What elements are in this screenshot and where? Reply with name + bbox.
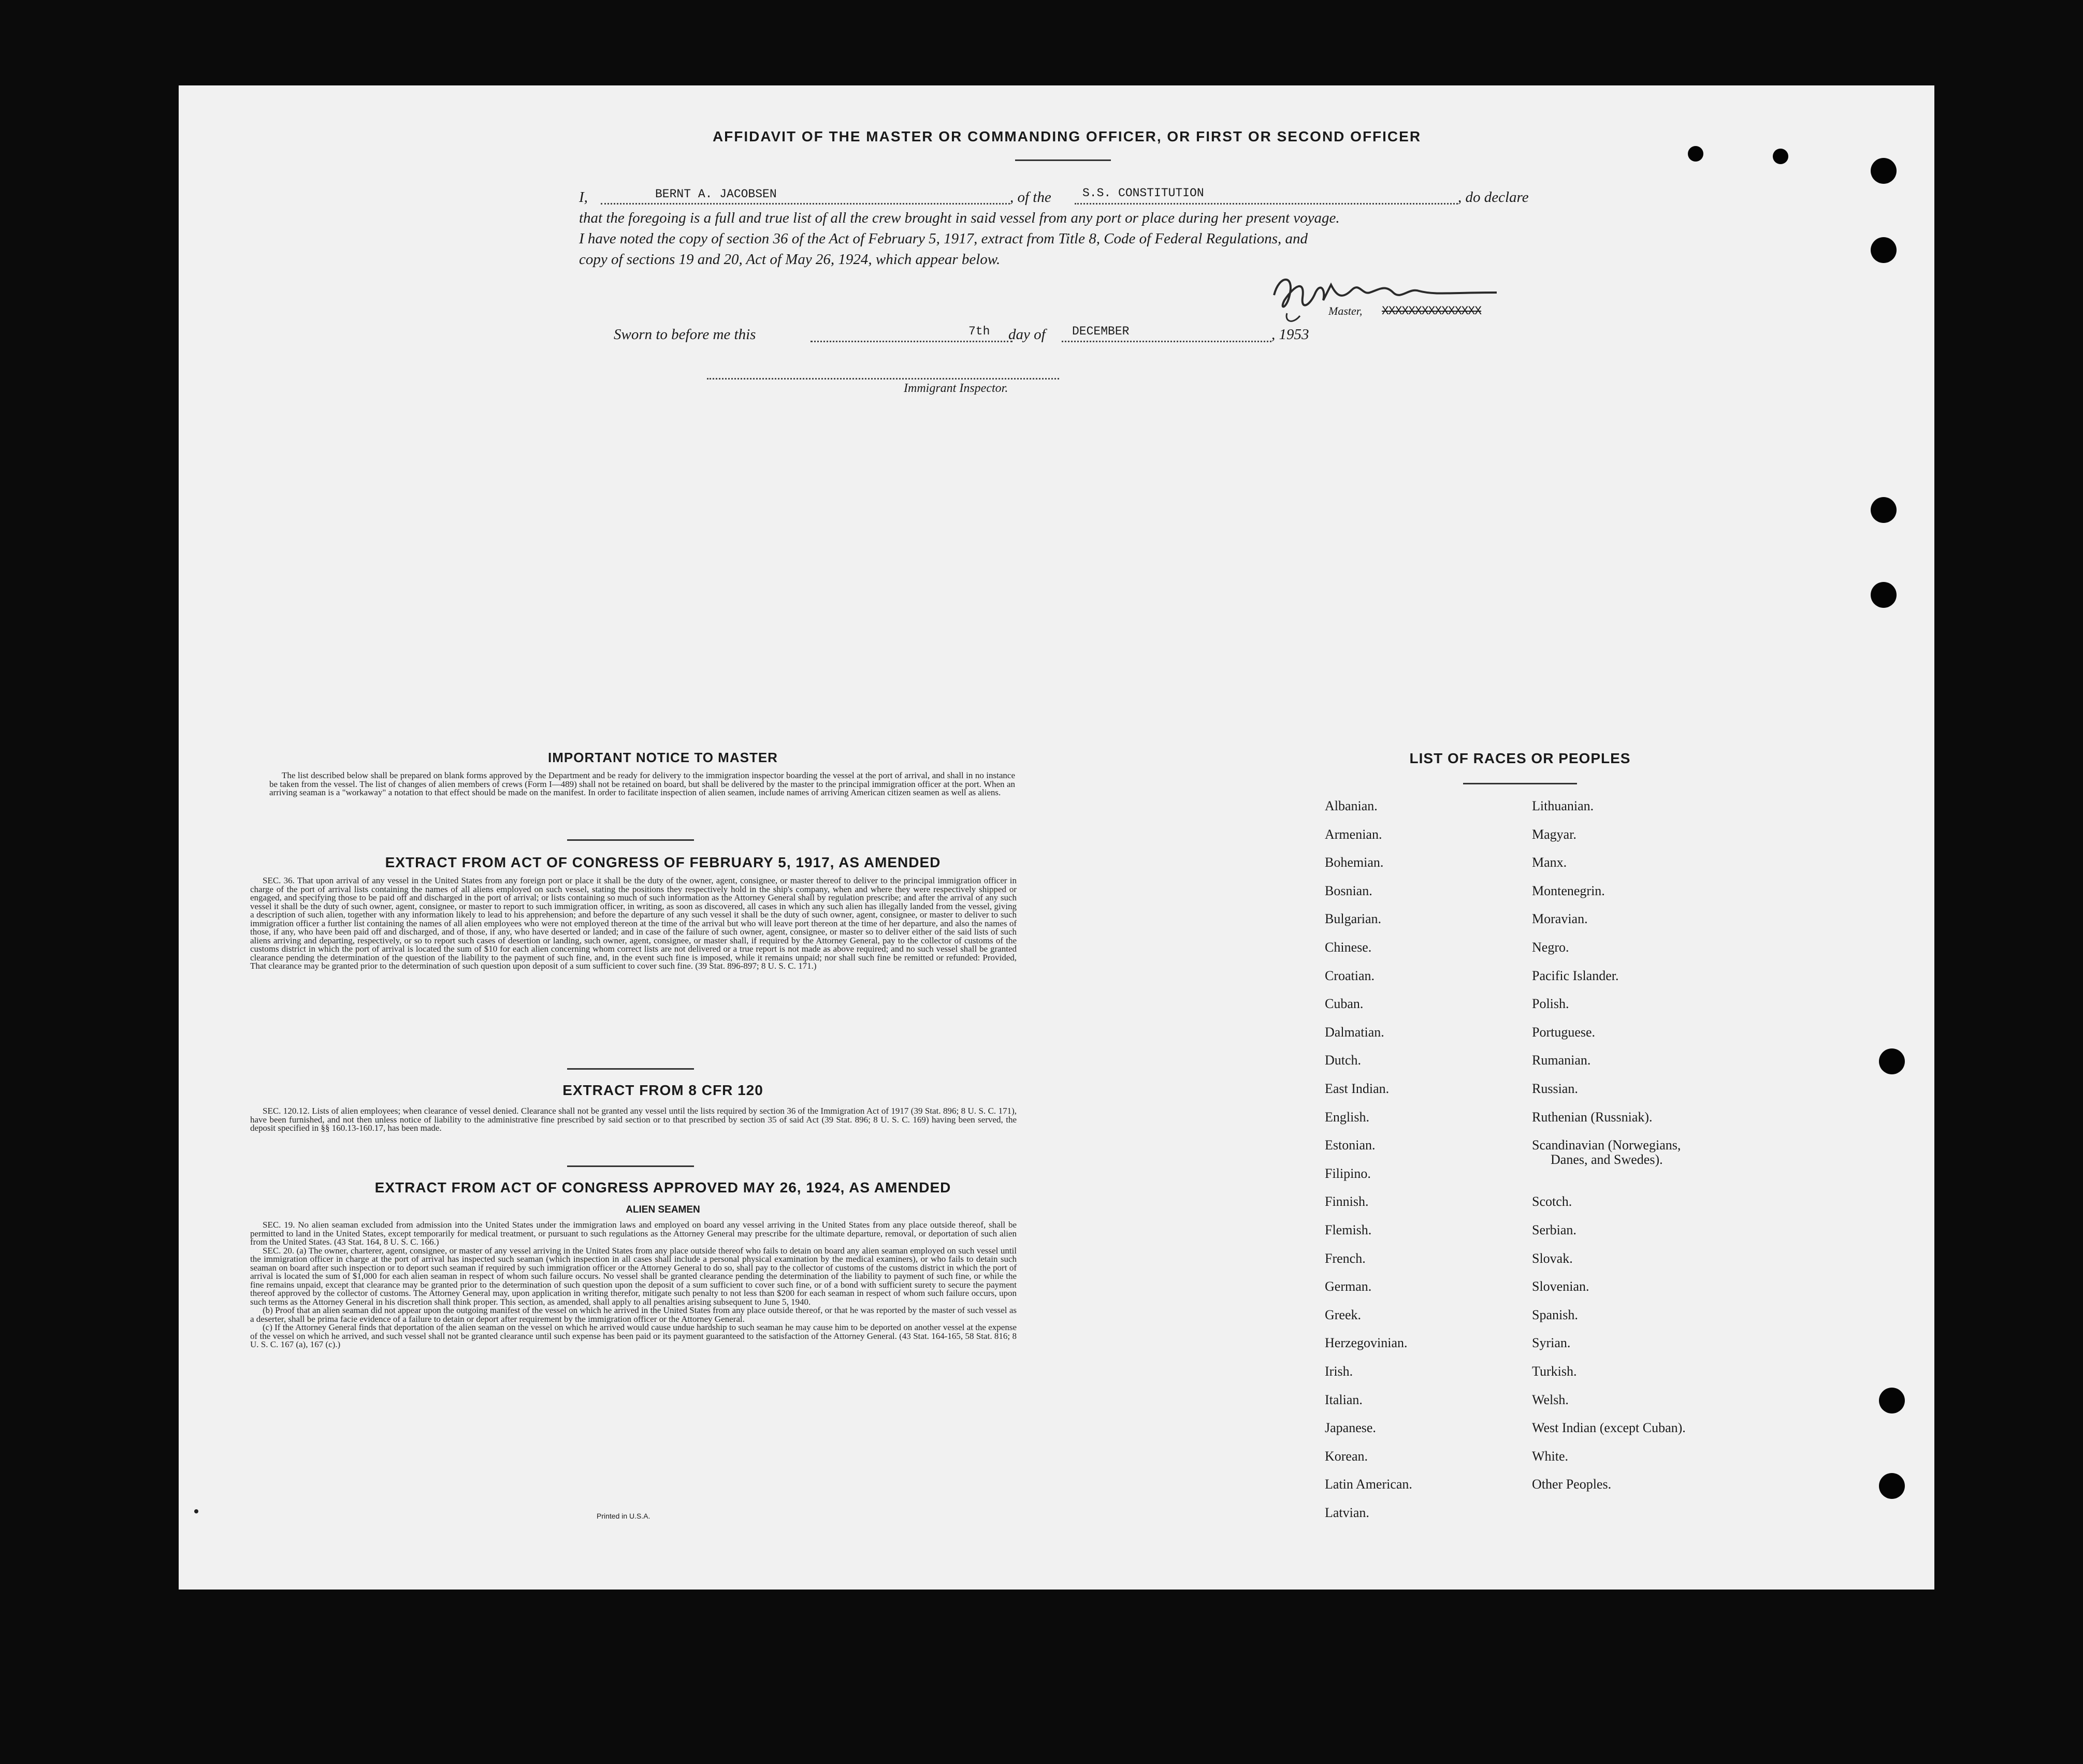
ink-speck (194, 1509, 198, 1513)
notice-body (269, 771, 1015, 797)
race-item: Other Peoples. (1532, 1477, 1612, 1492)
punch-hole (1688, 146, 1703, 162)
race-item: Bosnian. (1325, 883, 1372, 898)
race-item: Syrian. (1532, 1335, 1571, 1351)
extract-1917-title: EXTRACT FROM ACT OF CONGRESS OF FEBRUARY 5, 1917, AS AMENDED (385, 854, 941, 870)
sec-20c-paragraph: (c) If the Attorney General finds that deportation of the alien seaman on the vessel on which he arrived would cause undue hardship to such seaman he may cause him to be deported on another vessel at the expense of the vessel on which he arrived, and such vessel shall not be granted clearance until such expense has been paid or its payment guaranteed to the satisfaction of the Attorney General. (43 Stat. 164-165, 58 Stat. 816; 8 U. S. C. 167 (a), 167 (c).) (250, 1322, 1017, 1349)
race-item: Moravian. (1532, 911, 1588, 927)
race-item: Scotch. (1532, 1194, 1572, 1209)
race-item: Polish. (1532, 996, 1569, 1012)
affidavit-line-2: that the foregoing is a full and true list of all the crew brought in said vessel from any port or place during her present voyage. (579, 210, 1340, 226)
punch-hole (1871, 237, 1897, 263)
race-item: Negro. (1532, 940, 1569, 955)
extract-1924-body (250, 1221, 1017, 1349)
race-item: Danes, and Swedes). (1551, 1152, 1663, 1168)
sworn-day: 7th (968, 325, 990, 338)
race-item: Herzegovinian. (1325, 1335, 1408, 1351)
inspector-label: Immigrant Inspector. (904, 382, 1008, 395)
race-item: Montenegrin. (1532, 883, 1605, 898)
race-item: White. (1532, 1448, 1569, 1464)
race-item: Dalmatian. (1325, 1024, 1384, 1040)
do-declare-label: , do declare (1458, 189, 1529, 206)
race-item: Estonian. (1325, 1138, 1376, 1153)
struck-title-text: XXXXXXXXXXXXXXX (1382, 304, 1482, 318)
extract-cfr-body (250, 1107, 1017, 1133)
race-item: Flemish. (1325, 1222, 1372, 1237)
race-item: English. (1325, 1109, 1369, 1125)
race-item: Spanish. (1532, 1307, 1578, 1322)
extract-cfr-title: EXTRACT FROM 8 CFR 120 (562, 1082, 763, 1098)
race-item: Filipino. (1325, 1165, 1371, 1181)
notice-title: IMPORTANT NOTICE TO MASTER (548, 750, 778, 765)
race-item: Turkish. (1532, 1364, 1577, 1379)
name-dotted-line (601, 203, 1010, 205)
race-item: Dutch. (1325, 1053, 1362, 1068)
affidavit-line-4: copy of sections 19 and 20, Act of May 26, 1924, which appear below. (579, 251, 1001, 268)
alien-seamen-subtitle: ALIEN SEAMEN (626, 1204, 700, 1215)
notice-paragraph: The list described below shall be prepared on blank forms approved by the Department and be ready for delivery to the immigration inspector boarding the vessel at the port of arrival, and shall in no instance be taken from the vessel. The list of changes of alien members of crews (Form I—489) shall not be retained on board, but shall be delivered by the master to the principal immigration officer at the port. When an arriving seaman is a "workaway" a notation to that effect should be made on the manifest. In order to facilitate inspection of alien seamen, include names of arriving American citizen seamen as well as aliens. (269, 770, 1015, 797)
race-item: Cuban. (1325, 996, 1364, 1012)
race-item: West Indian (except Cuban). (1532, 1420, 1686, 1436)
race-item: Lithuanian. (1532, 798, 1594, 813)
race-item: Korean. (1325, 1448, 1368, 1464)
sworn-label: Sworn to before me this (614, 326, 756, 343)
punch-hole (1879, 1473, 1905, 1499)
race-item: Welsh. (1532, 1392, 1569, 1407)
day-of-label: day of (1008, 326, 1046, 343)
master-name: BERNT A. JACOBSEN (655, 187, 777, 201)
punch-hole (1879, 1048, 1905, 1074)
extract-cfr-paragraph: SEC. 120.12. Lists of alien employees; when clearance of vessel denied. Clearance shall not be granted any vessel until the lists required by section 36 of the Immigration Act of 1917 (39 Stat. 896; 8 U. S. C. 171), have been furnished, and not then unless notice of liability to the administrative fine prescribed by said section or to that prescribed by section 35 of said Act (39 Stat. 896; 8 U. S. C. 169) having been served, the deposit specified in §§ 160.13-160.17, has been made. (250, 1106, 1017, 1133)
punch-hole (1871, 582, 1897, 608)
affidavit-line-3: I have noted the copy of section 36 of the Act of February 5, 1917, extract from Title 8, Code of Federal Regulations, and (579, 230, 1308, 247)
affidavit-title: AFFIDAVIT OF THE MASTER OR COMMANDING OFFICER, OR FIRST OR SECOND OFFICER (712, 128, 1422, 144)
master-label: Master, (1328, 304, 1363, 317)
race-item: Armenian. (1325, 826, 1382, 842)
punch-hole (1879, 1388, 1905, 1413)
race-item: Italian. (1325, 1392, 1363, 1407)
of-the-label: , of the (1010, 189, 1051, 206)
race-item: Albanian. (1325, 798, 1378, 813)
sec-20a-paragraph: SEC. 20. (a) The owner, charterer, agent, consignee, or master of any vessel arriving in the United States from any place outside thereof who fails to detain on board any alien seaman employed on such vessel until the immigration officer in charge at the port of arrival has inspected such seaman (which inspection in all cases shall include a personal physical examination by the medical examiners), or who fails to detain such seaman on board after such inspection or to deport such seaman if required by such immigration officer or the Attorney General to do so, shall pay to the collector of customs of the customs district in which the port of arrival is located the sum of $1,000 for each alien seaman in respect of whom such failure occurs. No vessel shall be granted clearance pending the determination of the liability to payment of such fine, or while the fine remains unpaid, except that clearance may be granted prior to the determination of such question upon the deposit of a sum sufficient to cover such fine, or of a bond with sufficient surety to secure the payment thereof approved by the collector of customs. The Attorney General may, upon application in writing therefor, mitigate such penalty to not less than $200 for each seaman in respect of whom such failure occurs, upon such terms as the Attorney General in his discretion shall think proper. This section, as amended, shall apply to all penalties arising subsequent to June 5, 1940. (250, 1245, 1017, 1307)
extract-1917-body (250, 877, 1017, 971)
title-rule (1015, 159, 1111, 161)
month-dotted-line (1062, 341, 1271, 342)
race-item: Croatian. (1325, 968, 1375, 983)
race-item: Manx. (1532, 855, 1567, 870)
vessel-dotted-line (1075, 203, 1458, 205)
vessel-name: S.S. CONSTITUTION (1082, 186, 1204, 200)
sworn-dotted-line (811, 341, 1012, 342)
race-item: Scandinavian (Norwegians, (1532, 1138, 1681, 1153)
race-item: Bulgarian. (1325, 911, 1382, 927)
race-item: Pacific Islander. (1532, 968, 1619, 983)
races-title: LIST OF RACES OR PEOPLES (1409, 750, 1631, 766)
section-rule (567, 1068, 694, 1070)
printed-in-usa: Printed in U.S.A. (597, 1512, 650, 1520)
race-item: German. (1325, 1279, 1372, 1294)
punch-hole (1773, 149, 1788, 164)
race-item: Slovenian. (1532, 1279, 1589, 1294)
race-item: Bohemian. (1325, 855, 1384, 870)
race-item: Slovak. (1532, 1250, 1573, 1266)
sec-20b-paragraph: (b) Proof that an alien seaman did not appear upon the outgoing manifest of the vessel on which he arrived in the United States from any place outside thereof, or that he was reported by the master of such vessel as a deserter, shall be prima facie evidence of a failure to detain or deport after requirement by the immigration officer or the Attorney General. (250, 1305, 1017, 1324)
race-item: Russian. (1532, 1081, 1578, 1096)
race-item: Portuguese. (1532, 1024, 1596, 1040)
race-item: Chinese. (1325, 940, 1372, 955)
i-label: I, (579, 189, 588, 206)
section-rule (567, 1165, 694, 1167)
sworn-month: DECEMBER (1072, 325, 1130, 338)
race-item: Greek. (1325, 1307, 1362, 1322)
extract-1917-paragraph: SEC. 36. That upon arrival of any vessel in the United States from any foreign port or place it shall be the duty of the owner, agent, consignee, or master thereof to deliver to the principal immigration officer in charge of the port of arrival lists containing the names of all aliens employed on such vessel, stating the positions they respectively hold in the ship's company, when and where they were respectively shipped or engaged, and specifying those to be paid off and discharged in the port of arrival; or lists containing so much of such information as the Attorney General shall by regulation prescribe; and after the arrival of any such vessel it shall be the duty of such owner, agent, consignee, or master to report to such immigration officer, in writing, as soon as discovered, all cases in which any such alien has illegally landed from the vessel, giving a description of such alien, together with any information likely to lead to his apprehension; and before the departure of any such vessel it shall be the duty of such owner, agent, consignee, or master to deliver to such immigration officer a further list containing the names of all alien employees who were not employed thereon at the time of the arrival but who will leave port thereon at the time of her departure, and also the names of those, if any, who have been paid off and discharged, and of those, if any, who have deserted or landed; and in case of the failure of such owner, agent, consignee, or master so to deliver either of the said lists of such aliens arriving and departing, respectively, or so to report such cases of desertion or landing, such owner, agent, consignee, or master shall, if required by the Attorney General, pay to the collector of customs of the customs district in which the port of arrival is located the sum of $10 for each alien concerning whom correct lists are not delivered or a true report is not made as above required; and no such vessel shall be granted clearance pending the determination of the question of the liability to the payment of such fine, and, in the event such fine is imposed, while it remains unpaid; nor shall such fine be remitted or refunded: Provided, That clearance may be granted prior to the determination of such question upon deposit of a sum sufficient to cover such fine. (39 Stat. 896-897; 8 U. S. C. 171.) (250, 876, 1017, 971)
races-title-rule (1463, 783, 1577, 784)
race-item: Magyar. (1532, 826, 1576, 842)
document-page (179, 85, 1934, 1590)
race-item: Japanese. (1325, 1420, 1376, 1436)
race-item: Finnish. (1325, 1194, 1369, 1209)
sec-19-paragraph: SEC. 19. No alien seaman excluded from admission into the United States under the immigration laws and employed on board any vessel arriving in the United States from any place outside thereof, shall be permitted to land in the United States, except temporarily for medical treatment, or pursuant to such regulations as the Attorney General may prescribe for the ultimate departure, removal, or deportation of such alien from the United States. (43 Stat. 164, 8 U. S. C. 166.) (250, 1220, 1017, 1247)
race-item: Serbian. (1532, 1222, 1576, 1237)
extract-1924-title: EXTRACT FROM ACT OF CONGRESS APPROVED MAY 26, 1924, AS AMENDED (374, 1179, 951, 1196)
race-item: Latin American. (1325, 1477, 1412, 1492)
section-rule (567, 839, 694, 841)
punch-hole (1871, 158, 1897, 184)
race-item: Ruthenian (Russniak). (1532, 1109, 1653, 1125)
race-item: Rumanian. (1532, 1053, 1591, 1068)
race-item: Irish. (1325, 1364, 1353, 1379)
race-item: Latvian. (1325, 1505, 1369, 1520)
punch-hole (1871, 497, 1897, 523)
inspector-signature-line (707, 378, 1059, 380)
sworn-year: , 1953 (1271, 326, 1309, 343)
race-item: East Indian. (1325, 1081, 1390, 1096)
race-item: French. (1325, 1250, 1366, 1266)
